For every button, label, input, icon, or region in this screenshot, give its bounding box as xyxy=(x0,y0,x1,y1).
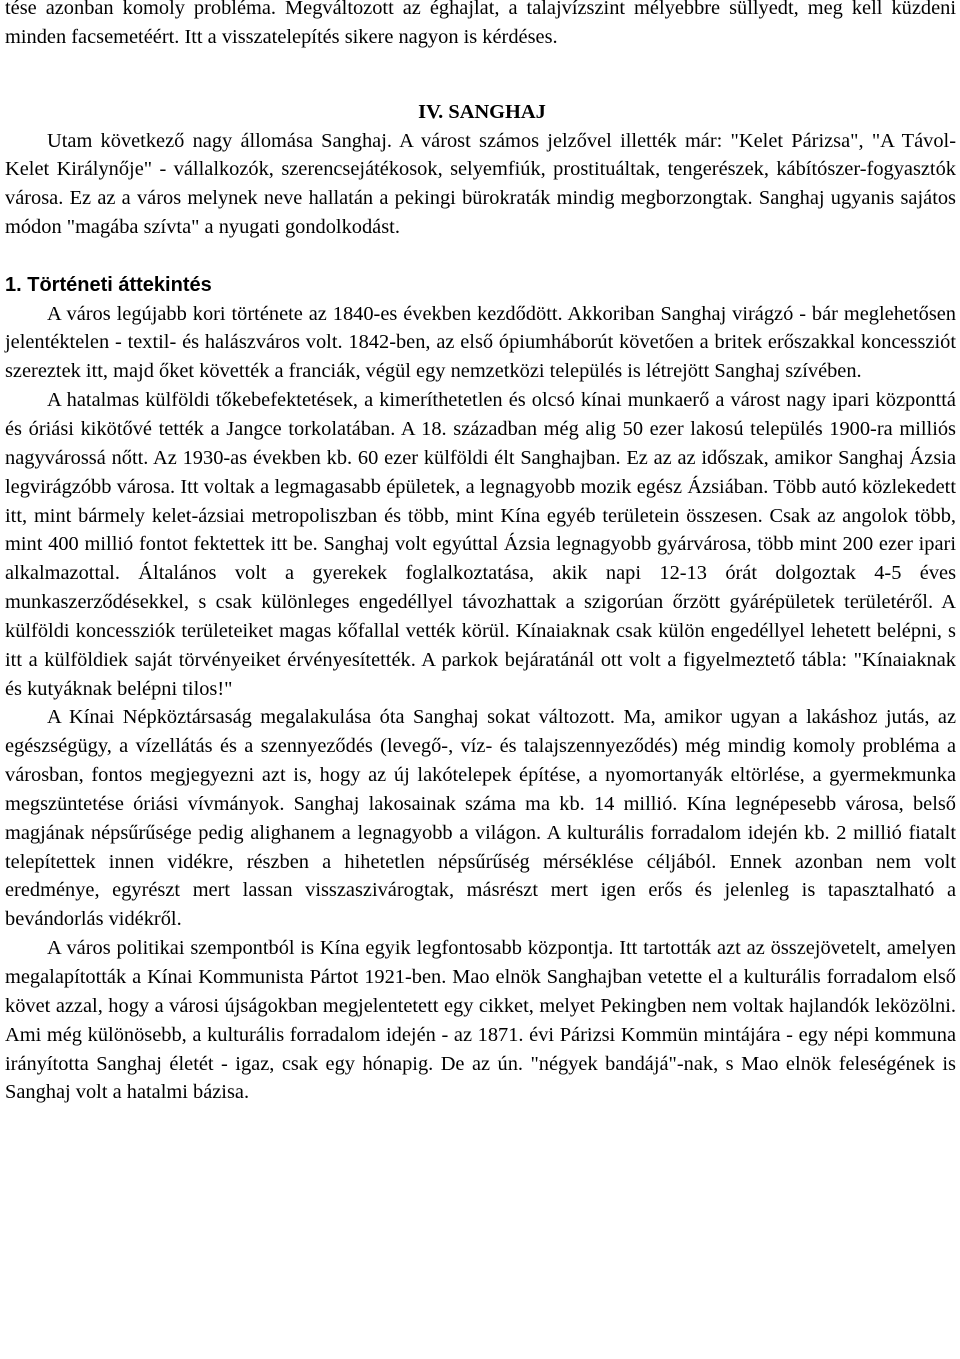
chapter-paragraph: Utam következő nagy állomása Sanghaj. A várost számos jelzővel illették már: "Kelet Párizsa", "A Távol-Kelet Királynője" - vállalkozók, szerencsejátékosok, selyemfiúk, prostituáltak, tengerészek, kábítószer-fogyasztók városa. Ez az a város melynek neve hallatán a pekingi bürokraták mindig megborzongtak. Sanghaj ugyanis sajátos módon "magába szívta" a nyugati gondolkodást. xyxy=(5,129,956,239)
section-title: 1. Történeti áttekintés xyxy=(5,273,212,296)
section-paragraph-2: A hatalmas külföldi tőkebefektetések, a kimeríthetetlen és olcsó kínai munkaerő a várost nagy ipari központtá és óriási kikötővé tették a Jangce torkolatában. A 18. században még alig 50 ezer lakosú település 1900-ra milliós nagyvárossá nőtt. Az 1930-as években kb. 60 ezer külföldi élt Sanghajban. Ez az az időszak, amikor Sanghaj Ázsia legvirágzóbb városa. Itt voltak a legmagasabb épületek, a legnagyobb mozik egész Ázsiában. Több autó közlekedett itt, mint bármely kelet-ázsiai metropoliszban és több, mint Kína egyéb területein összesen. Csak az angolok több, mint 400 millió fontot fektettek itt be. Sanghaj volt egyúttal Ázsia legnagyobb gyárvárosa, több mint 200 ezer ipari alkalmazottal. Általános volt a gyerekek foglalkoztatása, akik napi 12-13 órát dolgoztak 4-5 éves munkaszerződésekkel, s csak különleges engedéllyel távozhattak a szigorúan őrzött gyárépületek területéről. A külföldi koncessziók területeiket magas kőfallal vették körül. Kínaiaknak csak külön engedéllyel lehetett belépni, s itt a külföldiek saját törvényeiket érvényesítették. A parkok bejáratánál ott volt a figyelmeztető tábla: "Kínaiaknak és kutyáknak belépni tilos!" xyxy=(5,389,956,700)
intro-paragraph: tése azonban komoly probléma. Megváltozott az éghajlat, a talajvízszint mélyebbre süllyedt, meg kell küzdeni minden facsemetéért. Itt a visszatelepítés sikere nagyon is kérdéses. xyxy=(5,0,956,48)
section-paragraph-4: A város politikai szempontból is Kína egyik legfontosabb központja. Itt tartották azt az összejövetelt, amelyen megalapították a Kínai Kommunista Pártot 1921-ben. Mao elnök Sanghajban vetette el a kulturális forradalom első követ azzal, hogy a városi újságokban megjelentetett egy cikket, melyet Pekingben nem voltak hajlandók leközölni. Ami még különösebb, a kulturális forradalom idején - az 1871. évi Párizsi Kommün mintájára - egy népi kommuna irányította Sanghaj életét - igaz, csak egy hónapig. De az ún. "négyek bandájá"-nak, s Mao elnök feleségének is Sanghaj volt a hatalmi bázisa. xyxy=(5,937,956,1104)
section-spacer xyxy=(5,242,956,271)
chapter-title: IV. SANGHAJ xyxy=(418,100,546,123)
section-paragraph-1: A város legújabb kori története az 1840-es években kezdődött. Akkoriban Sanghaj virágzó - bár meglehetősen jelentéktelen - textil- és halászváros volt. 1842-ben, az első ópiumháborút követően a britek erőszakkal koncessziót szereztek itt, majd őket követték a franciák, végül egy nemzetközi település is létrejött Sanghaj szívében. xyxy=(5,302,956,383)
section-paragraph-3: A Kínai Népköztársaság megalakulása óta Sanghaj sokat változott. Ma, amikor ugyan a lakáshoz jutás, az egészségügy, a vízellátás és a szennyeződés (levegő-, víz- és talajszennyeződés) még mindig komoly probléma a városban, fontos megjegyezni azt is, hogy az új lakótelepek építése, a nyomortanyák eltörlése, a gyermekmunka megszüntetése óriási vívmányok. Sanghaj lakosainak száma ma kb. 14 millió. Kína legnépesebb városa, belső magjának népsűrűsége pedig alighanem a legnagyobb a világon. A kulturális forradalom idején kb. 2 millió fiatalt telepítettek innen vidékre, részben a hihetetlen népsűrűség mérséklése céljából. Ennek azonban nem volt eredménye, egyrészt mert lassan visszaszivárogtak, másrészt mert igen erős és jelenleg is tapasztalható a bevándorlás vidékről. xyxy=(5,706,956,931)
